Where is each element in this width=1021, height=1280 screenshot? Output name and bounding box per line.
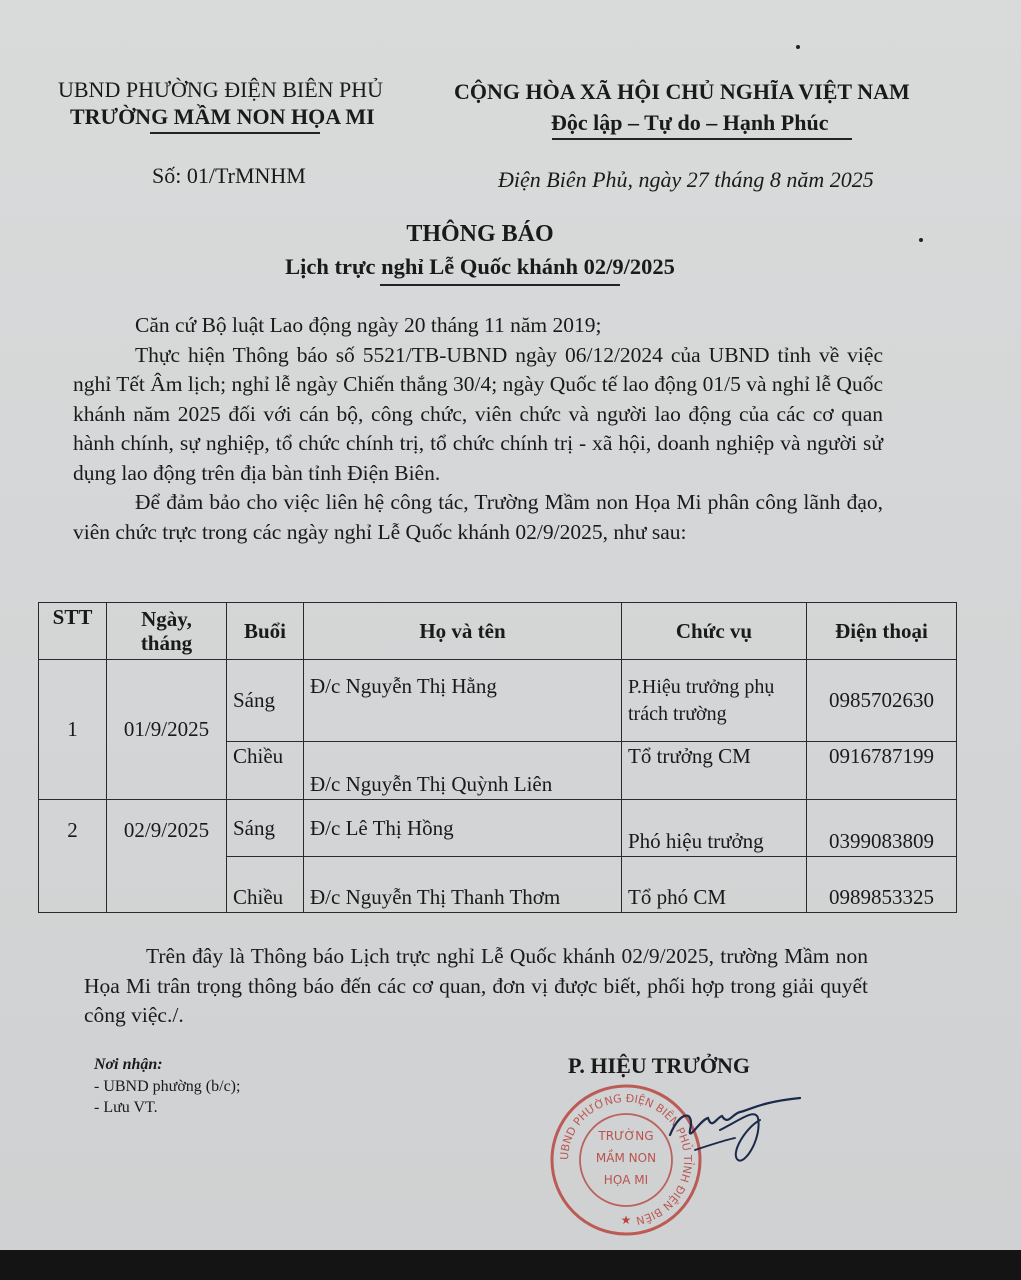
authority-line2: TRƯỜNG MẦM NON HỌA MI <box>70 104 375 129</box>
seal-line3: HỌA MI <box>603 1173 649 1187</box>
header-phone: Điện thoại <box>807 603 957 660</box>
table-row <box>39 660 957 742</box>
cell-date: 01/9/2025 <box>107 660 227 800</box>
cell-name: Đ/c Lê Thị Hồng <box>304 800 622 857</box>
cell-stt: 2 <box>39 800 107 913</box>
seal-star-icon: ★ <box>620 1213 632 1227</box>
cell-phone: 0916787199 <box>807 742 957 800</box>
header-date: Ngày, tháng <box>107 603 227 660</box>
recipient-item: - Lưu VT. <box>94 1099 158 1116</box>
nation-title: CỘNG HÒA XÃ HỘI CHỦ NGHĨA VIỆT NAM <box>454 79 910 104</box>
paragraph-legal-basis: Căn cứ Bộ luật Lao động ngày 20 tháng 11 năm 2019; <box>135 313 602 337</box>
cell-phone: 0399083809 <box>807 800 957 857</box>
paragraph-implementation: Thực hiện Thông báo số 5521/TB-UBND ngày 06/12/2024 của UBND tỉnh về việc nghỉ Tết Âm lịch; nghỉ lễ ngày Chiến thắng 30/4; ngày Quốc tế lao động 01/5 và nghỉ lễ Quốc khánh năm 2025 đối với cán bộ, công chức, viên chức và người lao động của các cơ quan hành chính, sự nghiệp, tổ chức chính trị, tổ chức chính trị - xã hội, doanh nghiệp và người sử dụng lao động trên địa bàn tỉnh Điện Biên. <box>73 342 883 485</box>
cell-name: Đ/c Nguyễn Thị Hằng <box>304 660 622 742</box>
cell-session: Chiều <box>227 742 304 800</box>
seal-line2: MẦM NON <box>595 1151 657 1165</box>
screen-bezel <box>0 1250 1021 1280</box>
cell-phone: 0985702630 <box>807 660 957 742</box>
header-session: Buổi <box>227 603 304 660</box>
closing-paragraph: Trên đây là Thông báo Lịch trực nghỉ Lễ Quốc khánh 02/9/2025, trường Mầm non Họa Mi trân trọng thông báo đến các cơ quan, đơn vị được biết, phối hợp trong giải quyết công việc./. <box>84 944 868 1027</box>
seal-ring-text: UBND PHƯỜNG ĐIỆN BIÊN PHỦ TỈNH ĐIỆN BIÊN <box>557 1091 695 1228</box>
document-subtitle: Lịch trực nghỉ Lễ Quốc khánh 02/9/2025 <box>285 254 675 279</box>
cell-position: Tổ phó CM <box>622 857 807 913</box>
cell-phone: 0989853325 <box>807 857 957 913</box>
recipient-item: - UBND phường (b/c); <box>94 1078 241 1095</box>
paragraph-assignment: Để đảm bảo cho việc liên hệ công tác, Trường Mầm non Họa Mi phân công lãnh đạo, viên chức trực trong các ngày nghỉ Lễ Quốc khánh 02/9/2025, như sau: <box>73 490 883 544</box>
header-position: Chức vụ <box>622 603 807 660</box>
header-stt: STT <box>39 603 107 660</box>
document-title: THÔNG BÁO <box>406 221 554 247</box>
authority-underline <box>150 132 320 134</box>
cell-stt: 1 <box>39 660 107 800</box>
motto: Độc lập – Tự do – Hạnh Phúc <box>551 110 829 135</box>
cell-session: Sáng <box>227 800 304 857</box>
seal-line1: TRƯỜNG <box>598 1129 654 1143</box>
cell-session: Sáng <box>227 660 304 742</box>
cell-date: 02/9/2025 <box>107 800 227 913</box>
body-section <box>73 311 883 547</box>
table-header-row <box>39 603 957 660</box>
cell-session: Chiều <box>227 857 304 913</box>
cell-name: Đ/c Nguyễn Thị Quỳnh Liên <box>304 742 622 800</box>
scan-speck <box>796 45 800 49</box>
table-row <box>39 800 957 857</box>
cell-position: Tổ trưởng CM <box>622 742 807 800</box>
handwritten-signature <box>650 1090 810 1180</box>
duty-schedule-table <box>38 602 957 913</box>
authority-line1: UBND PHƯỜNG ĐIỆN BIÊN PHỦ <box>58 77 384 102</box>
title-underline <box>380 284 620 286</box>
cell-position: P.Hiệu trưởng phụ trách trường <box>622 660 807 742</box>
scan-speck <box>919 238 923 242</box>
signer-title: P. HIỆU TRƯỞNG <box>568 1053 750 1078</box>
cell-name: Đ/c Nguyễn Thị Thanh Thơm <box>304 857 622 913</box>
place-date: Điện Biên Phủ, ngày 27 tháng 8 năm 2025 <box>498 167 874 192</box>
recipients-label: Nơi nhận: <box>94 1056 163 1073</box>
motto-underline <box>552 138 852 140</box>
header-name: Họ và tên <box>304 603 622 660</box>
cell-position: Phó hiệu trưởng <box>622 800 807 857</box>
document-number: Số: 01/TrMNHM <box>152 163 306 188</box>
